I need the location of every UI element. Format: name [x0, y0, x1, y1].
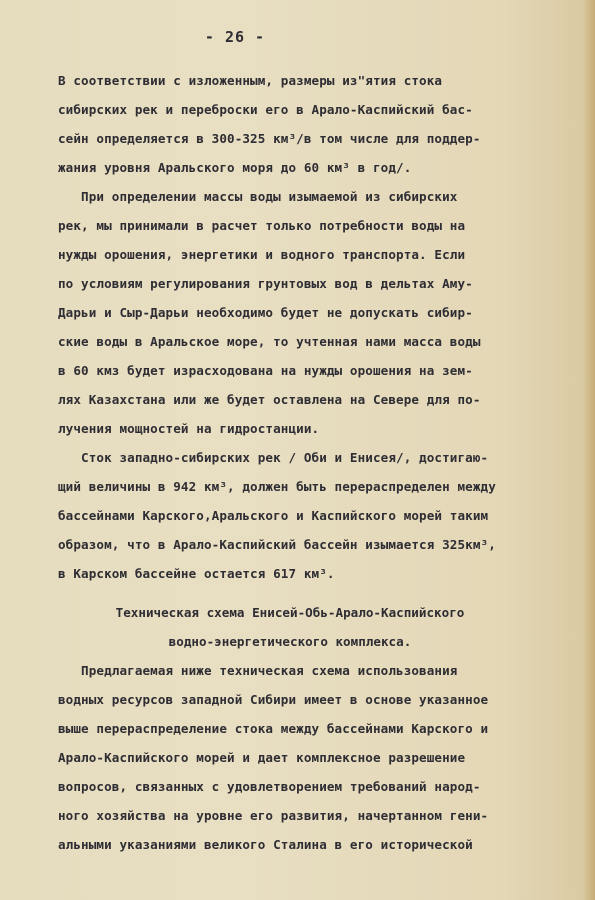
paragraph-1 — [58, 66, 595, 182]
text-line: щий величины в 942 км³, должен быть перераспределен между — [58, 479, 496, 494]
text-line: в 60 кмз будет израсходована на нужды орошения на зем- — [58, 363, 473, 378]
text-line: рек, мы принимали в расчет только потребности воды на — [58, 218, 466, 233]
text-line: жания уровня Аральского моря до 60 км³ в год/. — [58, 160, 412, 175]
section-heading-line-2: водно-энергетического комплекса. — [168, 634, 412, 649]
text-line: сейн определяется в 300-325 км³/в том числе для поддер- — [58, 131, 481, 146]
text-line: образом, что в Арало-Каспийский бассейн изымается 325км³, — [58, 537, 496, 552]
paragraph-4 — [58, 656, 595, 859]
text-line: водных ресурсов западной Сибири имеет в основе указанное — [58, 692, 489, 707]
page-number: - 26 - — [204, 28, 266, 46]
text-line: нужды орошения, энергетики и водного транспорта. Если — [58, 247, 466, 262]
text-line: Предлагаемая ниже техническая схема использования — [58, 663, 458, 678]
text-line: Сток западно-сибирских рек / Оби и Енисея/, достигаю- — [58, 450, 489, 465]
text-line: в Карском бассейне остается 617 км³. — [58, 566, 335, 581]
text-line: альными указаниями великого Сталина в его исторической — [58, 837, 473, 852]
text-line: В соответствии с изложенным, размеры из"ятия стока — [58, 73, 443, 88]
paragraph-3 — [58, 443, 595, 588]
text-line: сибирских рек и переброски его в Арало-Каспийский бас- — [58, 102, 473, 117]
text-line: ного хозяйства на уровне его развития, начертанном гени- — [58, 808, 489, 823]
section-heading-line-1: Техническая схема Енисей-Обь-Арало-Каспийского — [115, 605, 465, 620]
paragraph-2 — [58, 182, 595, 443]
text-line: лучения мощностей на гидростанции. — [58, 421, 320, 436]
text-line: вопросов, связанных с удовлетворением требований народ- — [58, 779, 481, 794]
text-line: лях Казахстана или же будет оставлена на Севере для по- — [58, 392, 481, 407]
text-line: выше перераспределение стока между бассейнами Карского и — [58, 721, 489, 736]
text-line: Арало-Каспийского морей и дает комплексное разрешение — [58, 750, 466, 765]
text-line: по условиям регулирования грунтовых вод в дельтах Аму- — [58, 276, 473, 291]
text-line: ские воды в Аральское море, то учтенная нами масса воды — [58, 334, 481, 349]
text-line: бассейнами Карского,Аральского и Каспийского морей таким — [58, 508, 489, 523]
text-line: При определении массы воды изымаемой из сибирских — [58, 189, 458, 204]
text-line: Дарьи и Сыр-Дарьи необходимо будет не допускать сибир- — [58, 305, 473, 320]
